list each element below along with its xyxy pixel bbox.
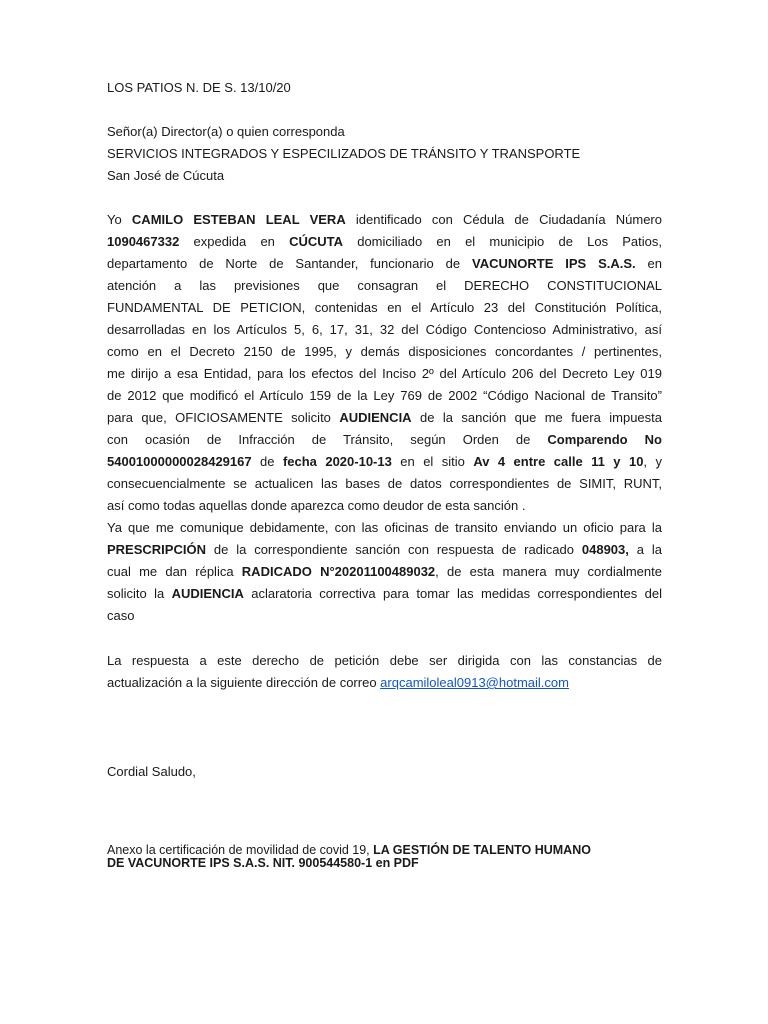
body-line-6: desarrolladas en los Artículos 5, 6, 17, 31, 32 del Código Contencioso Administrativo, así xyxy=(107,322,662,337)
recipient-line-3: San José de Cúcuta xyxy=(107,168,225,183)
annex-line-2 xyxy=(107,857,419,870)
audiencia-1: AUDIENCIA xyxy=(339,410,412,425)
email-link[interactable]: arqcamiloleal0913@hotmail.com xyxy=(380,675,569,690)
body-line-11: con ocasión de Infracción de Tránsito, según Orden de Comparendo No xyxy=(107,432,662,447)
radicado-2: RADICADO N°20201100489032 xyxy=(241,564,436,579)
annex-bold-1: LA GESTIÓN DE TALENTO HUMANO xyxy=(373,843,591,857)
body-p2-line-1: Ya que me comunique debidamente, con las oficinas de transito enviando un oficio para la xyxy=(107,520,662,535)
body-line-4: atención a las previsiones que consagran el DERECHO CONSTITUCIONAL xyxy=(107,278,662,293)
body-line-7: como en el Decreto 2150 de 1995, y demás disposiciones concordantes / pertinentes, xyxy=(107,344,662,359)
body-p2-line-2: PRESCRIPCIÓN de la correspondiente sanción con respuesta de radicado 048903, a la xyxy=(107,542,662,557)
body-line-10: para que, OFICIOSAMENTE solicito AUDIENCIA de la sanción que me fuera impuesta xyxy=(107,410,662,425)
petitioner-name: CAMILO ESTEBAN LEAL VERA xyxy=(131,212,346,227)
body-line-12: 54001000000028429167 de fecha 2020-10-13 en el sitio Av 4 entre calle 11 y 10, y xyxy=(107,454,662,469)
body-line-5: FUNDAMENTAL DE PETICION, contenidas en el Artículo 23 del Constitución Política, xyxy=(107,300,662,315)
letter-page xyxy=(107,0,662,1024)
company-name: VACUNORTE IPS S.A.S. xyxy=(472,256,636,271)
fecha: fecha 2020-10-13 xyxy=(282,454,392,469)
recipient-line-2: SERVICIOS INTEGRADOS Y ESPECILIZADOS DE TRÁNSITO Y TRANSPORTE xyxy=(107,146,581,161)
audiencia-2: AUDIENCIA xyxy=(171,586,244,601)
body-p2-line-3: cual me dan réplica RADICADO N°20201100489032, de esta manera muy cordialmente xyxy=(107,564,662,579)
closing-salutation: Cordial Saludo, xyxy=(107,764,196,779)
site-address: Av 4 entre calle 11 y 10 xyxy=(473,454,644,469)
body-p3-line-1: La respuesta a este derecho de petición debe ser dirigida con las constancias de xyxy=(107,653,662,668)
annex-line-1: Anexo la certificación de movilidad de covid 19, LA GESTIÓN DE TALENTO HUMANO xyxy=(107,843,591,857)
body-p2-line-5: caso xyxy=(107,608,135,623)
place-date: LOS PATIOS N. DE S. 13/10/20 xyxy=(107,80,291,95)
id-number: 1090467332 xyxy=(107,234,180,249)
recipient-line-1: Señor(a) Director(a) o quien corresponda xyxy=(107,124,345,139)
body-line-1: Yo CAMILO ESTEBAN LEAL VERA identificado con Cédula de Ciudadanía Número xyxy=(107,212,662,227)
body-p3-line-2: actualización a la siguiente dirección de correo arqcamiloleal0913@hotmail.com xyxy=(107,675,569,690)
comparendo-label: Comparendo No xyxy=(547,432,662,447)
body-line-13: consecuencialmente se actualicen las bases de datos correspondientes de SIMIT, RUNT, xyxy=(107,476,662,491)
body-line-9: de 2012 que modificó el Artículo 159 de la Ley 769 de 2002 “Código Nacional de Transito” xyxy=(107,388,662,403)
comparendo-number: 54001000000028429167 xyxy=(107,454,252,469)
radicado-1: 048903, xyxy=(581,542,629,557)
body-line-8: me dirijo a esa Entidad, para los efectos del Inciso 2º del Artículo 206 del Decreto Ley 019 xyxy=(107,366,662,381)
body-line-14: así como todas aquellas donde aparezca como deudor de esta sanción . xyxy=(107,498,526,513)
body-p2-line-4: solicito la AUDIENCIA aclaratoria correctiva para tomar las medidas correspondientes del xyxy=(107,586,662,601)
city: CÚCUTA xyxy=(289,234,344,249)
body-line-3: departamento de Norte de Santander, funcionario de VACUNORTE IPS S.A.S. en xyxy=(107,256,662,271)
prescripcion: PRESCRIPCIÓN xyxy=(107,542,206,557)
body-line-2: 1090467332 expedida en CÚCUTA domiciliado en el municipio de Los Patios, xyxy=(107,234,662,249)
annex-bold-2: DE VACUNORTE IPS S.A.S. NIT. 900544580-1 en PDF xyxy=(107,856,419,870)
